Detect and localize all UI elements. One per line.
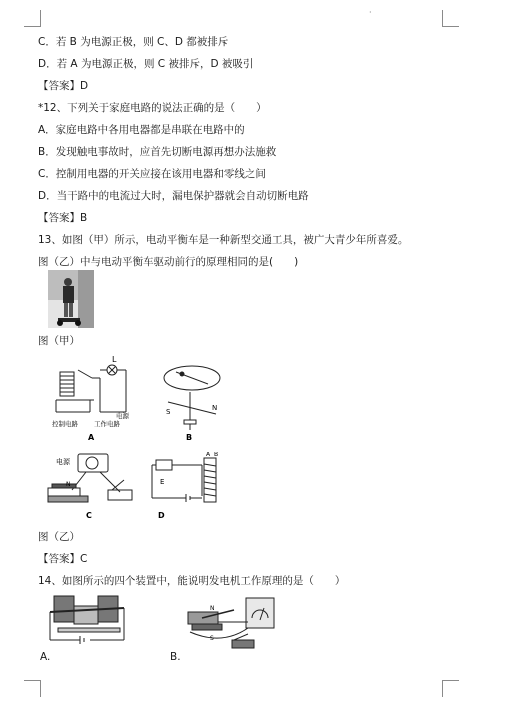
answer-q11: 【答案】D [38, 80, 89, 92]
corner-mark-top-left [24, 10, 41, 27]
label-control-circuit: 控制电路 [52, 420, 78, 428]
option-c-q11: C．若 B 为电源正极，则 C、D 都被排斥 [38, 36, 229, 48]
label-n-c: N [66, 481, 71, 488]
label-c: C [86, 511, 92, 520]
corner-mark-bottom-left [24, 680, 41, 697]
option-a-q12: A．家庭电路中各用电器都是串联在电路中的 [38, 124, 245, 136]
figure-jia-caption: 图（甲） [38, 335, 80, 347]
label-s-14b: S [210, 635, 214, 642]
q14-option-b-label: B. [170, 651, 181, 663]
label-b-d: B [214, 452, 219, 458]
figure-d-solenoid [150, 452, 226, 522]
answer-q12: 【答案】B [38, 212, 88, 224]
label-n-b: N [212, 404, 218, 412]
option-d-q11: D．若 A 为电源正极，则 C 被排斥，D 被吸引 [38, 58, 254, 70]
question-12: *12、下列关于家庭电路的说法正确的是（ ） [38, 102, 267, 114]
question-13: 13、如图（甲）所示，电动平衡车是一种新型交通工具，被广大青少年所喜爱。 [38, 234, 409, 246]
label-n-14b: N [210, 605, 215, 612]
label-L: L [112, 356, 117, 364]
corner-mark-top-right [442, 10, 459, 27]
option-d-q12: D．当干路中的电流过大时，漏电保护器就会自动切断电路 [38, 190, 309, 202]
question-13-cont: 图（乙）中与电动平衡车驱动前行的原理相同的是( ) [38, 256, 299, 268]
figure-a-relay [50, 356, 136, 442]
label-b: B [186, 433, 193, 442]
q14-option-a-label: A. [40, 651, 51, 663]
question-14: 14、如图所示的四个装置中，能说明发电机工作原理的是（ ） [38, 575, 346, 587]
label-power: 电源 [116, 412, 129, 420]
corner-mark-bottom-right [442, 680, 459, 697]
label-power-c: 电源 [56, 458, 70, 466]
figure-c-motor [42, 450, 136, 522]
balance-car-photo [48, 270, 94, 328]
label-e: E [160, 478, 165, 486]
label-a-d: A [206, 452, 211, 458]
label-d: D [158, 511, 165, 520]
q14-figure-a [40, 592, 136, 648]
label-working-circuit: 工作电路 [94, 420, 120, 428]
option-c-q12: C．控制用电器的开关应接在该用电器和零线之间 [38, 168, 266, 180]
figure-yi-caption: 图（乙） [38, 531, 80, 543]
figure-b-magnet-field [160, 358, 230, 442]
answer-q13: 【答案】C [38, 553, 88, 565]
label-a: A [88, 433, 95, 442]
option-b-q12: B．发现触电事故时，应首先切断电源再想办法施救 [38, 146, 277, 158]
label-s-b: S [166, 408, 171, 416]
q14-figure-b [182, 592, 282, 658]
page-dot: · [369, 8, 372, 17]
